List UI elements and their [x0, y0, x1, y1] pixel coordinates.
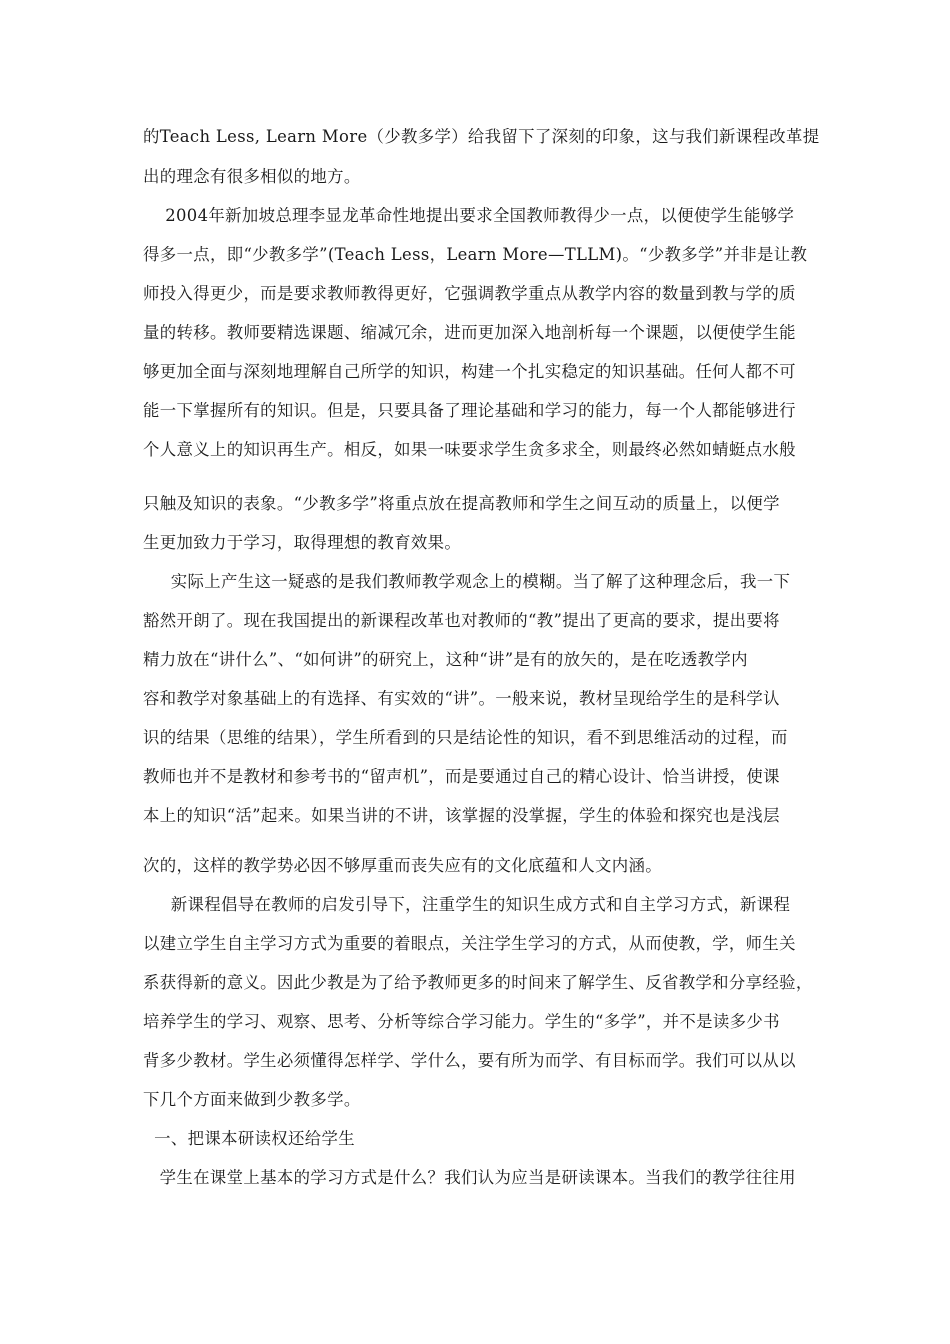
text-line: 系获得新的意义。因此少教是为了给予教师更多的时间来了解学生、反省教学和分享经验，: [143, 973, 813, 992]
text-line: 容和教学对象基础上的有选择、有实效的“讲”。一般来说，教材呈现给学生的是科学认: [143, 689, 780, 708]
text-line: 师投入得更少，而是要求教师教得更好，它强调教学重点从教学内容的数量到教与学的质: [143, 284, 796, 303]
text-line: 识的结果（思维的结果），学生所看到的只是结论性的知识，看不到思维活动的过程，而: [143, 728, 788, 747]
text-line: 下几个方面来做到少教多学。: [143, 1090, 361, 1109]
text-line: 教师也并不是教材和参考书的“留声机”，而是要通过自己的精心设计、恰当讲授，使课: [143, 767, 780, 786]
text-line: 只触及知识的表象。“少教多学”将重点放在提高教师和学生之间互动的质量上，以便学: [143, 494, 780, 513]
text-line: 2004年新加坡总理李显龙革命性地提出要求全国教师教得少一点，以便使学生能够学: [143, 206, 795, 225]
text-line: 培养学生的学习、观察、思考、分析等综合学习能力。学生的“多学”，并不是读多少书: [143, 1012, 780, 1031]
text-line: 生更加致力于学习，取得理想的教育效果。: [143, 533, 462, 552]
text-line: 的Teach Less, Learn More（少教多学）给我留下了深刻的印象，这与我们新课程改革提: [143, 127, 820, 146]
text-line: 本上的知识“活”起来。如果当讲的不讲，该掌握的没掌握，学生的体验和探究也是浅层: [143, 806, 780, 825]
text-line: 以建立学生自主学习方式为重要的着眼点，关注学生学习的方式，从而使教，学，师生关: [143, 934, 796, 953]
text-line: 豁然开朗了。现在我国提出的新课程改革也对教师的“教”提出了更高的要求，提出要将: [143, 611, 780, 630]
text-line: 能一下掌握所有的知识。但是，只要具备了理论基础和学习的能力，每一个人都能够进行: [143, 401, 796, 420]
text-line: 量的转移。教师要精选课题、缩减冗余，进而更加深入地剖析每一个课题，以便使学生能: [143, 323, 796, 342]
text-line: 得多一点，即“少教多学”(Teach Less，Learn More—TLLM)。“少教多学”并非是让教: [143, 245, 808, 264]
text-line: 学生在课堂上基本的学习方式是什么？我们认为应当是研读课本。当我们的教学往往用: [143, 1168, 796, 1187]
text-line: 新课程倡导在教师的启发引导下，注重学生的知识生成方式和自主学习方式，新课程: [143, 895, 791, 914]
text-line: 够更加全面与深刻地理解自己所学的知识，构建一个扎实稳定的知识基础。任何人都不可: [143, 362, 796, 381]
text-line: 精力放在“讲什么”、“如何讲”的研究上，这种“讲”是有的放矢的，是在吃透教学内: [143, 650, 748, 669]
text-line: 背多少教材。学生必须懂得怎样学、学什么，要有所为而学、有目标而学。我们可以从以: [143, 1051, 796, 1070]
text-line: 出的理念有很多相似的地方。: [143, 167, 361, 186]
text-line: 实际上产生这一疑惑的是我们教师教学观念上的模糊。当了解了这种理念后，我一下: [143, 572, 791, 591]
text-line: 次的，这样的教学势必因不够厚重而丧失应有的文化底蕴和人文内涵。: [143, 856, 662, 875]
text-line: 个人意义上的知识再生产。相反，如果一味要求学生贪多求全，则最终必然如蜻蜓点水般: [143, 440, 796, 459]
section-heading: 一、把课本研读权还给学生: [143, 1129, 356, 1148]
